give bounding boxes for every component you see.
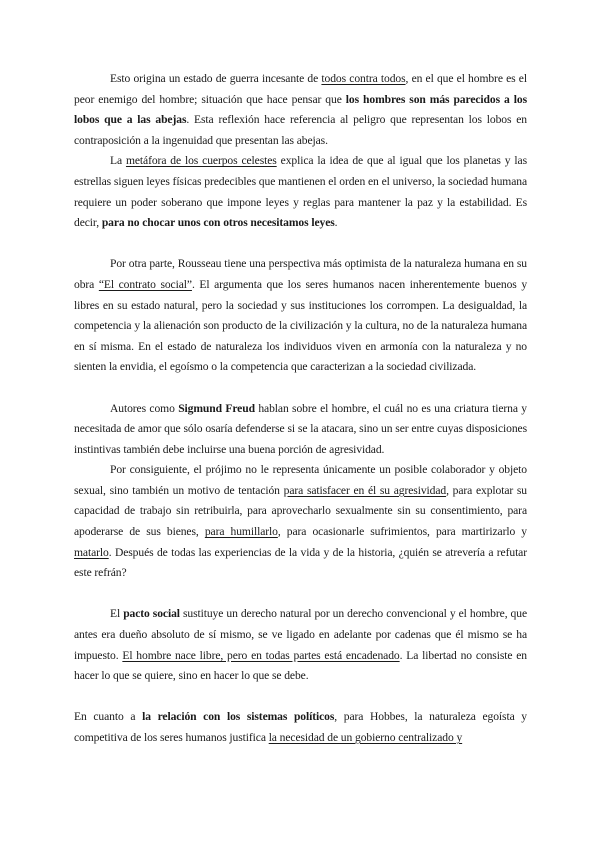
underlined-phrase: metáfora de los cuerpos celestes bbox=[125, 154, 277, 168]
paragraph-cuerpos-celestes bbox=[74, 151, 527, 233]
paragraph-projimo bbox=[74, 460, 527, 584]
bold-phrase: pacto social bbox=[123, 607, 180, 621]
text-run: . La libertad no consiste en hacer lo que se quiere, sino en hacer lo que se debe. bbox=[74, 648, 527, 683]
underlined-phrase: todos contra todos bbox=[321, 72, 406, 85]
text-run: sustituye un derecho natural por un derecho convencional y el hombre, que antes era dueño absoluto de sí mismo, se ve ligado en adelante por cadenas que él mismo se ha impuesto. bbox=[74, 607, 527, 662]
underlined-phrase: la necesidad de un gobierno centralizado y bbox=[268, 731, 463, 744]
paragraph-gap bbox=[74, 378, 527, 399]
text-run: . El argumenta que los seres humanos nacen inherentemente buenos y libres en su estado natural, pero la sociedad y sus instituciones los corrompen. La desigualdad, la competencia y la alienación son producto de la civilización y la cultura, no de la naturaleza humana en sí misma. En el estado de naturaleza los individuos viven en armonía con la naturaleza y no sienten la envidia, el egoísmo o la competencia que caracterizan a la sociedad civilizada. bbox=[74, 277, 528, 374]
text-run: , para ocasionarle sufrimientos, para martirizarlo y bbox=[277, 525, 528, 539]
text-run: Por otra parte, Rousseau tiene una perspectiva más optimista de la naturaleza humana en su obra bbox=[74, 257, 527, 291]
underlined-phrase: “El contrato social” bbox=[98, 277, 192, 291]
text-run: , para Hobbes, la naturaleza egoísta y competitiva de los seres humanos justifica bbox=[74, 710, 527, 744]
text-run: La bbox=[110, 154, 126, 168]
text-run: Autores como bbox=[110, 401, 179, 415]
paragraph-rousseau bbox=[74, 254, 527, 378]
bold-phrase: para no chocar unos con otros necesitamos leyes bbox=[101, 216, 335, 230]
underlined-phrase: matarlo bbox=[74, 545, 109, 559]
text-run: . Después de todas las experiencias de la vida y de la historia, ¿quién se atrevería a refutar este refrán? bbox=[74, 545, 527, 580]
bold-phrase: Sigmund Freud bbox=[178, 401, 255, 415]
bold-phrase: la relación con los sistemas políticos bbox=[142, 710, 335, 724]
text-run: explica la idea de que al igual que los planetas y las estrellas siguen leyes físicas predecibles que mantienen el orden en el universo, la sociedad humana requiere un poder soberano que impone leyes y reglas para mantener la paz y la estabilidad. Es decir, bbox=[74, 154, 527, 230]
paragraph-sistemas-politicos bbox=[74, 707, 527, 748]
text-run: El bbox=[110, 607, 124, 621]
text-run: . bbox=[334, 216, 338, 230]
text-run: Esto origina un estado de guerra incesante de bbox=[110, 72, 322, 85]
bold-phrase: los hombres son más parecidos a los lobos que a las abejas bbox=[74, 92, 527, 127]
paragraph-guerra bbox=[74, 69, 527, 151]
text-run: . Esta reflexión hace referencia al peligro que representan los lobos en contraposición a la ingenuidad que presentan las abejas. bbox=[74, 113, 527, 147]
text-run: , en el que el hombre es el peor enemigo del hombre; situación que hace pensar que bbox=[74, 72, 527, 106]
text-run: Por consiguiente, el prójimo no le representa únicamente un posible colaborador y objeto sexual, sino también un motivo de tentación bbox=[74, 463, 527, 497]
document-body bbox=[74, 69, 527, 749]
underlined-phrase: para satisfacer en él su agresividad bbox=[283, 483, 447, 497]
underlined-phrase: El hombre nace libre, pero en todas partes está encadenado bbox=[122, 648, 400, 662]
paragraph-freud bbox=[74, 399, 527, 461]
paragraph-gap bbox=[74, 234, 527, 255]
paragraph-gap bbox=[74, 584, 527, 605]
paragraph-pacto-social bbox=[74, 604, 527, 686]
underlined-phrase: para humillarlo bbox=[204, 525, 278, 539]
paragraph-gap bbox=[74, 687, 527, 708]
text-run: En cuanto a bbox=[74, 710, 143, 724]
text-run: hablan sobre el hombre, el cuál no es una criatura tierna y necesitada de amor que sólo osaría defenderse si se la atacara, sino un ser entre cuyas disposiciones instintivas también debe incluirse una buena porción de agresividad. bbox=[74, 401, 527, 456]
text-run: , para explotar su capacidad de trabajo sin retribuirla, para aprovecharlo sexualmente sin su consentimiento, para apoderarse de sus bienes, bbox=[74, 483, 527, 539]
